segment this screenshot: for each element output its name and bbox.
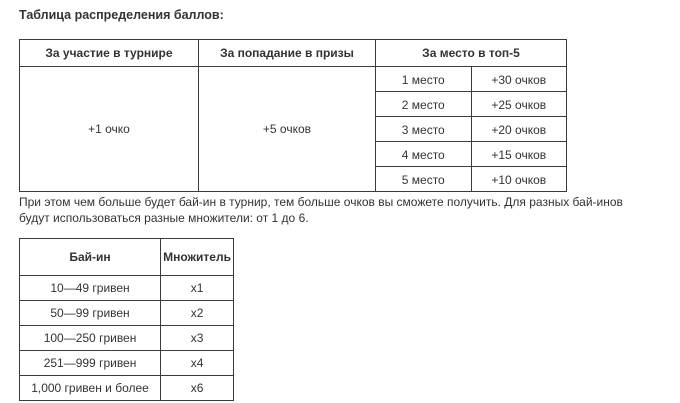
place-2: 2 место <box>376 92 471 117</box>
place-2-points: +25 очков <box>471 92 567 117</box>
place-1-points: +30 очков <box>471 67 567 92</box>
header-top5: За место в топ-5 <box>376 40 567 67</box>
participation-points: +1 очко <box>20 67 199 192</box>
place-3-points: +20 очков <box>471 117 567 142</box>
table-row <box>20 376 234 401</box>
place-5: 5 место <box>376 167 471 192</box>
prize-points: +5 очков <box>198 67 375 192</box>
multiplier-cell: x1 <box>161 276 234 301</box>
points-table-heading: Таблица распределения баллов: <box>19 8 224 22</box>
table-row <box>20 301 234 326</box>
multiplier-cell: x2 <box>161 301 234 326</box>
table-row <box>20 351 234 376</box>
points-distribution-table <box>19 39 567 192</box>
buyin-cell: 50—99 гривен <box>20 301 161 326</box>
table-row <box>20 67 567 92</box>
buyin-cell: 1,000 гривен и более <box>20 376 161 401</box>
table-row <box>20 276 234 301</box>
header-prizes: За попадание в призы <box>198 40 375 67</box>
place-4-points: +15 очков <box>471 142 567 167</box>
table-header-row <box>20 239 234 276</box>
multiplier-cell: x4 <box>161 351 234 376</box>
buyin-cell: 251—999 гривен <box>20 351 161 376</box>
table-row <box>20 326 234 351</box>
place-5-points: +10 очков <box>471 167 567 192</box>
place-4: 4 место <box>376 142 471 167</box>
buyin-cell: 100—250 гривен <box>20 326 161 351</box>
place-3: 3 место <box>376 117 471 142</box>
multiplier-cell: x3 <box>161 326 234 351</box>
multiplier-description: При этом чем больше будет бай-ин в турнир, тем больше очков вы сможете получить. Для разных бай-инов будут использоваться разные множители: от 1 до 6. <box>19 195 623 225</box>
table-header-row <box>20 40 567 67</box>
place-1: 1 место <box>376 67 471 92</box>
buyin-cell: 10—49 гривен <box>20 276 161 301</box>
header-multiplier: Множитель <box>161 239 234 276</box>
buyin-multiplier-table <box>19 238 234 401</box>
header-participation: За участие в турнире <box>20 40 199 67</box>
multiplier-cell: x6 <box>161 376 234 401</box>
header-buyin: Бай-ин <box>20 239 161 276</box>
